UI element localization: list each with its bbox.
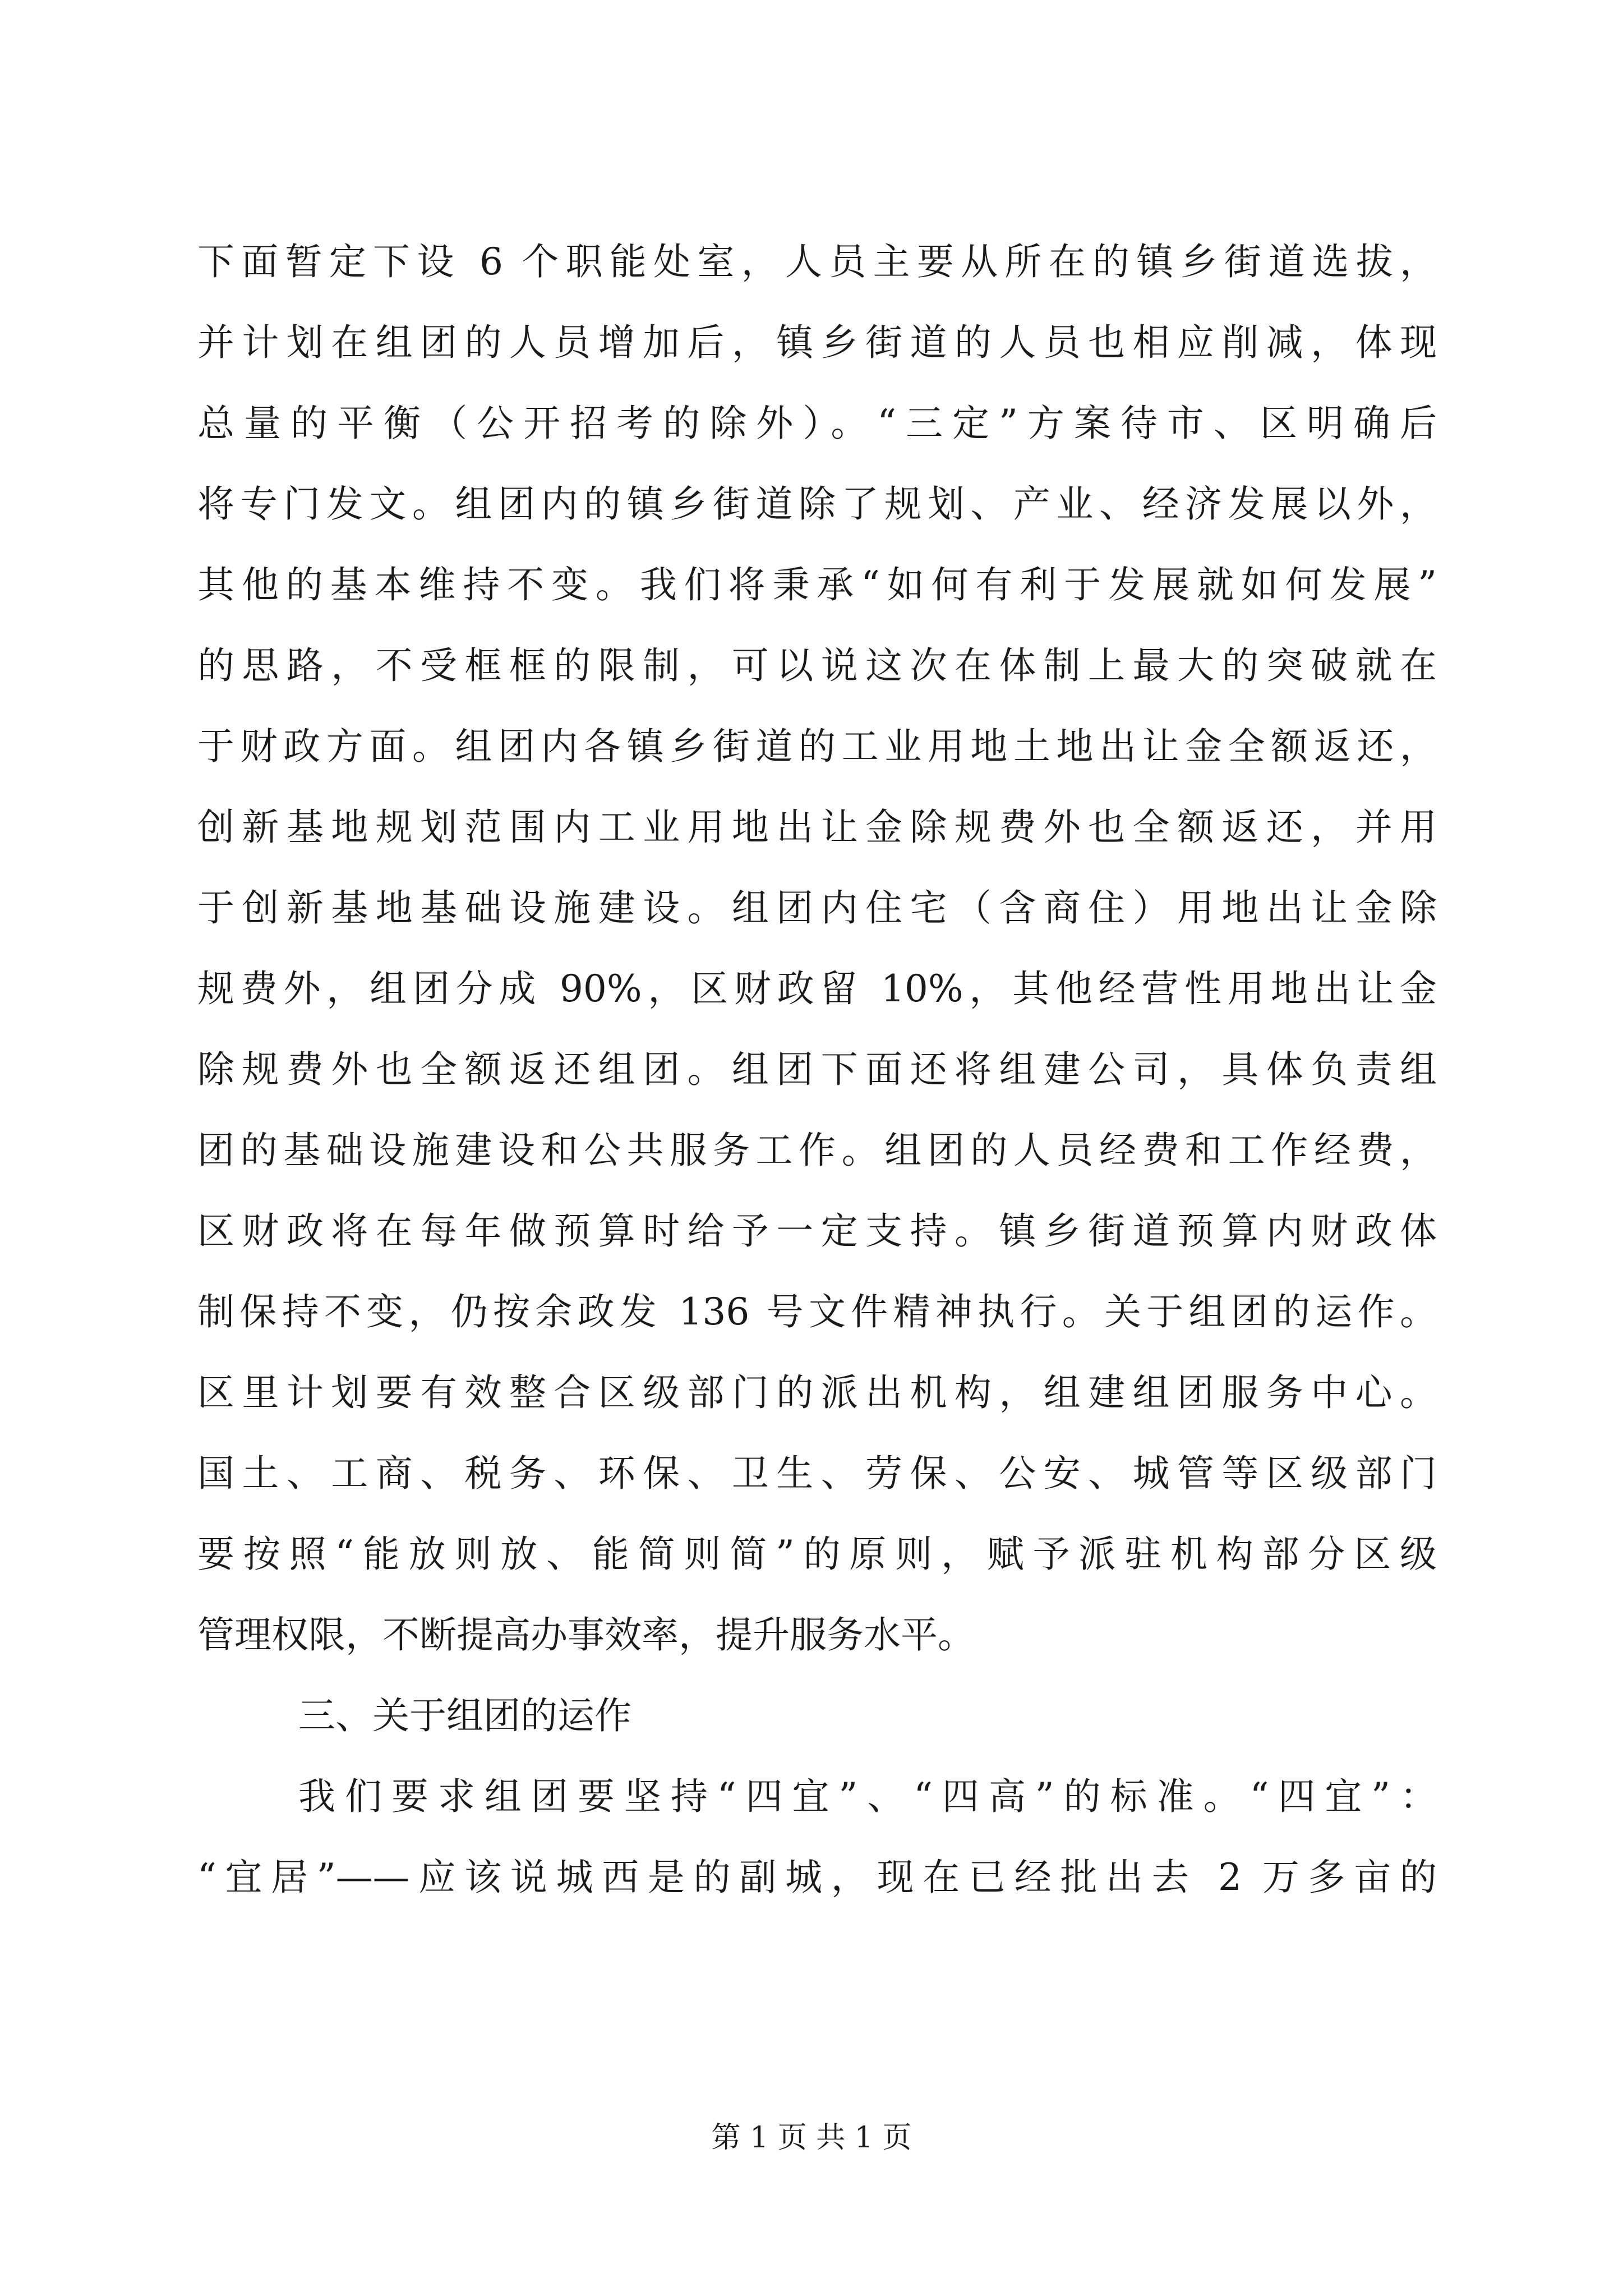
- paragraph-line: 国土、工商、税务、环保、卫生、劳保、公安、城管等区级部门: [197, 1452, 1437, 1495]
- paragraph-line: 规费外，组团分成 90%，区财政留 10%，其他经营性用地出让金: [197, 967, 1437, 1010]
- paragraph-line: 团的基础设施建设和公共服务工作。组团的人员经费和工作经费，: [197, 1129, 1437, 1172]
- paragraph-line: 于财政方面。组团内各镇乡街道的工业用地土地出让金全额返还，: [197, 725, 1437, 768]
- paragraph-line: 总量的平衡（公开招考的除外）。“三定”方案待市、区明确后: [197, 402, 1437, 445]
- paragraph-line: 我们要求组团要坚持“四宜”、“四高”的标准。“四宜”：: [298, 1775, 1437, 1818]
- section-heading: 三、关于组团的运作: [298, 1694, 631, 1737]
- paragraph-line: 于创新基地基础设施建设。组团内住宅（含商住）用地出让金除: [197, 886, 1437, 930]
- paragraph-line: 的思路，不受框框的限制，可以说这次在体制上最大的突破就在: [197, 644, 1437, 687]
- paragraph-line: 制保持不变，仍按余政发 136 号文件精神执行。关于组团的运作。: [197, 1290, 1437, 1333]
- paragraph-line: 并计划在组团的人员增加后，镇乡街道的人员也相应削减，体现: [197, 321, 1437, 364]
- paragraph-line: 管理权限，不断提高办事效率，提升服务水平。: [197, 1613, 975, 1657]
- paragraph-line: “宜居”——应该说城西是的副城，现在已经批出去 2 万多亩的: [197, 1856, 1437, 1899]
- paragraph-line: 除规费外也全额返还组团。组团下面还将组建公司，具体负责组: [197, 1048, 1437, 1091]
- paragraph-line: 区里计划要有效整合区级部门的派出机构，组建组团服务中心。: [197, 1371, 1437, 1414]
- paragraph-line: 将专门发文。组团内的镇乡街道除了规划、产业、经济发展以外，: [197, 482, 1437, 526]
- page-number-footer: 第 1 页 共 1 页: [711, 2121, 912, 2155]
- document-body: [197, 222, 1437, 1918]
- paragraph-line: 其他的基本维持不变。我们将秉承“如何有利于发展就如何发展”: [197, 563, 1437, 606]
- paragraph-line: 创新基地规划范围内工业用地出让金除规费外也全额返还，并用: [197, 806, 1437, 849]
- paragraph-line: 区财政将在每年做预算时给予一定支持。镇乡街道预算内财政体: [197, 1209, 1437, 1253]
- paragraph-line: 下面暂定下设 6 个职能处室，人员主要从所在的镇乡街道选拔，: [197, 240, 1437, 283]
- paragraph-line: 要按照“能放则放、能简则简”的原则，赋予派驻机构部分区级: [197, 1533, 1437, 1576]
